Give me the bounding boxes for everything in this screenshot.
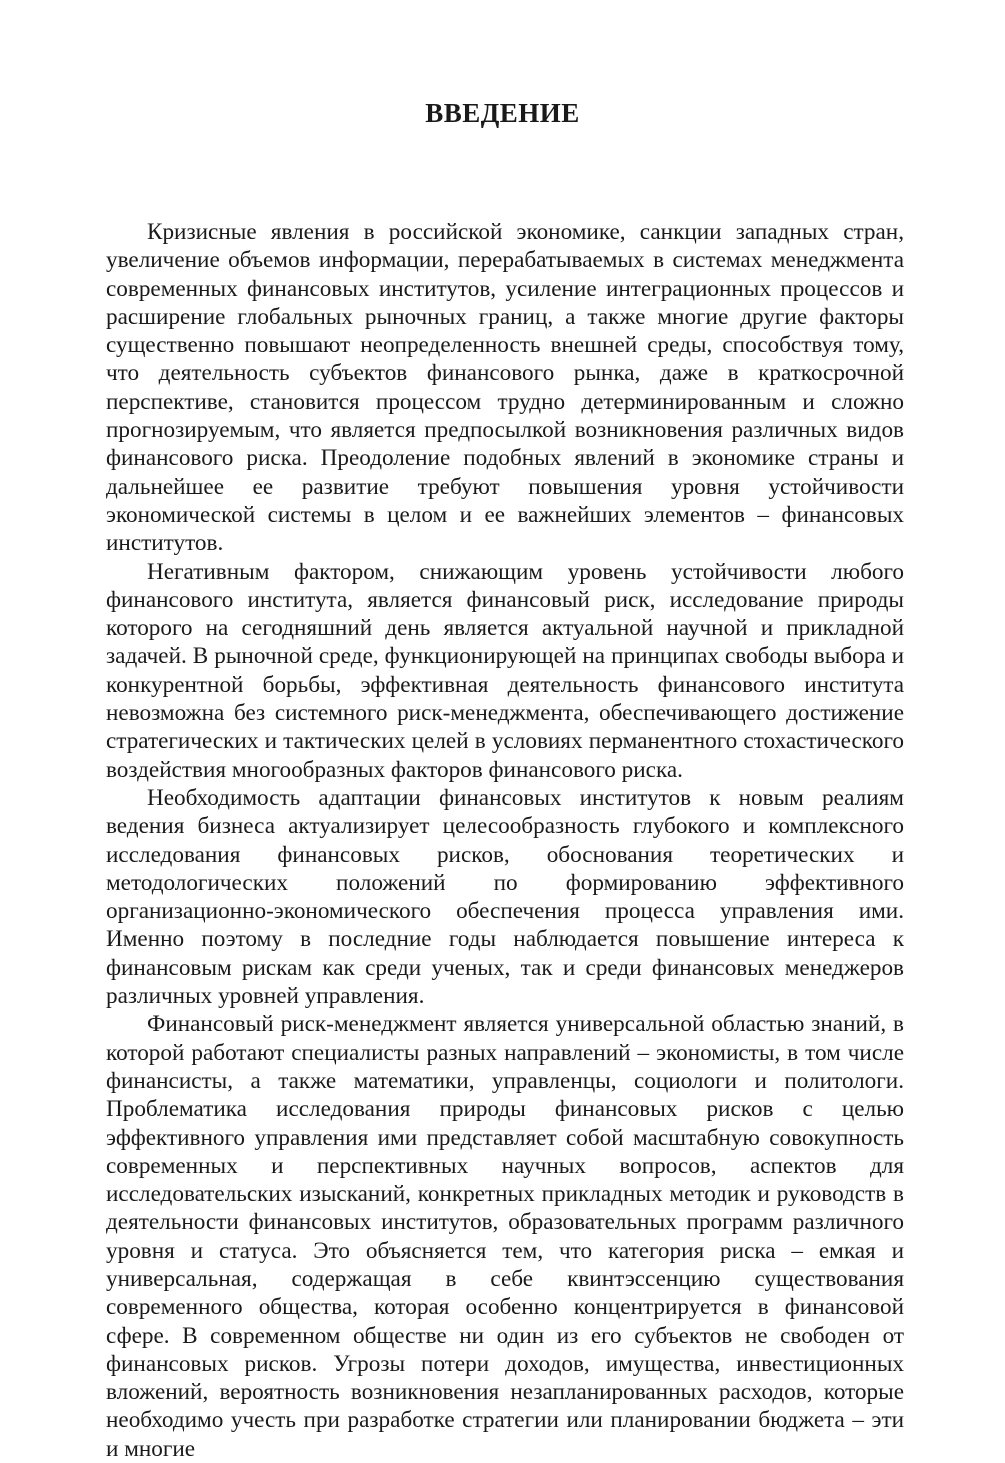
paragraph: Негативным фактором, снижающим уровень устойчивости любого финансового института, является финансовый риск, исследование природы которого на сегодняшний день является актуальной научной и прикладной задачей. В рыночной среде, функционирующей на принципах свободы выбора и конкурентной борьбы, эффективная деятельность финансового института невозможна без системного риск-менеджмента, обеспечивающего достижение стратегических и тактических целей в условиях перманентного стохастического воздействия многообразных факторов финансового риска.: [106, 558, 904, 783]
paragraph: Финансовый риск-менеджмент является универсальной областью знаний, в которой работают специалисты разных направлений – экономисты, в том числе финансисты, а также математики, управленцы, социологи и политологи. Проблематика исследования природы финансовых рисков с целью эффективного управления ими представляет собой масштабную совокупность современных и перспективных научных вопросов, аспектов для исследовательских изысканий, конкретных прикладных методик и руководств в деятельности финансовых институтов, образовательных программ различного уровня и статуса. Это объясняется тем, что категория риска – емкая и универсальная, содержащая в себе квинтэссенцию существования современного общества, которая особенно концентрируется в финансовой сфере. В современном обществе ни один из его субъектов не свободен от финансовых рисков. Угрозы потери доходов, имущества, инвестиционных вложений, вероятность возникновения незапланированных расходов, которые необходимо учесть при разработке стратегии или планировании бюджета – эти и многие: [106, 1011, 904, 1462]
body-text: [106, 218, 904, 1463]
page-title: ВВЕДЕНИЕ: [425, 98, 580, 128]
paragraph: Кризисные явления в российской экономике, санкции западных стран, увеличение объемов информации, перерабатываемых в системах менеджмента современных финансовых институтов, усиление интеграционных процессов и расширение глобальных рыночных границ, а также многие другие факторы существенно повышают неопределенность внешней среды, способствуя тому, что деятельность субъектов финансового рынка, даже в краткосрочной перспективе, становится процессом трудно детерминированным и сложно прогнозируемым, что является предпосылкой возникновения различных видов финансового риска. Преодоление подобных явлений в экономике страны и дальнейшее ее развитие требуют повышения уровня устойчивости экономической системы в целом и ее важнейших элементов – финансовых институтов.: [106, 219, 904, 557]
paragraph: Необходимость адаптации финансовых институтов к новым реалиям ведения бизнеса актуализирует целесообразность глубокого и комплексного исследования финансовых рисков, обоснования теоретических и методологических положений по формированию эффективного организационно-экономического обеспечения процесса управления ими. Именно поэтому в последние годы наблюдается повышение интереса к финансовым рискам как среди ученых, так и среди финансовых менеджеров различных уровней управления.: [106, 784, 904, 1010]
